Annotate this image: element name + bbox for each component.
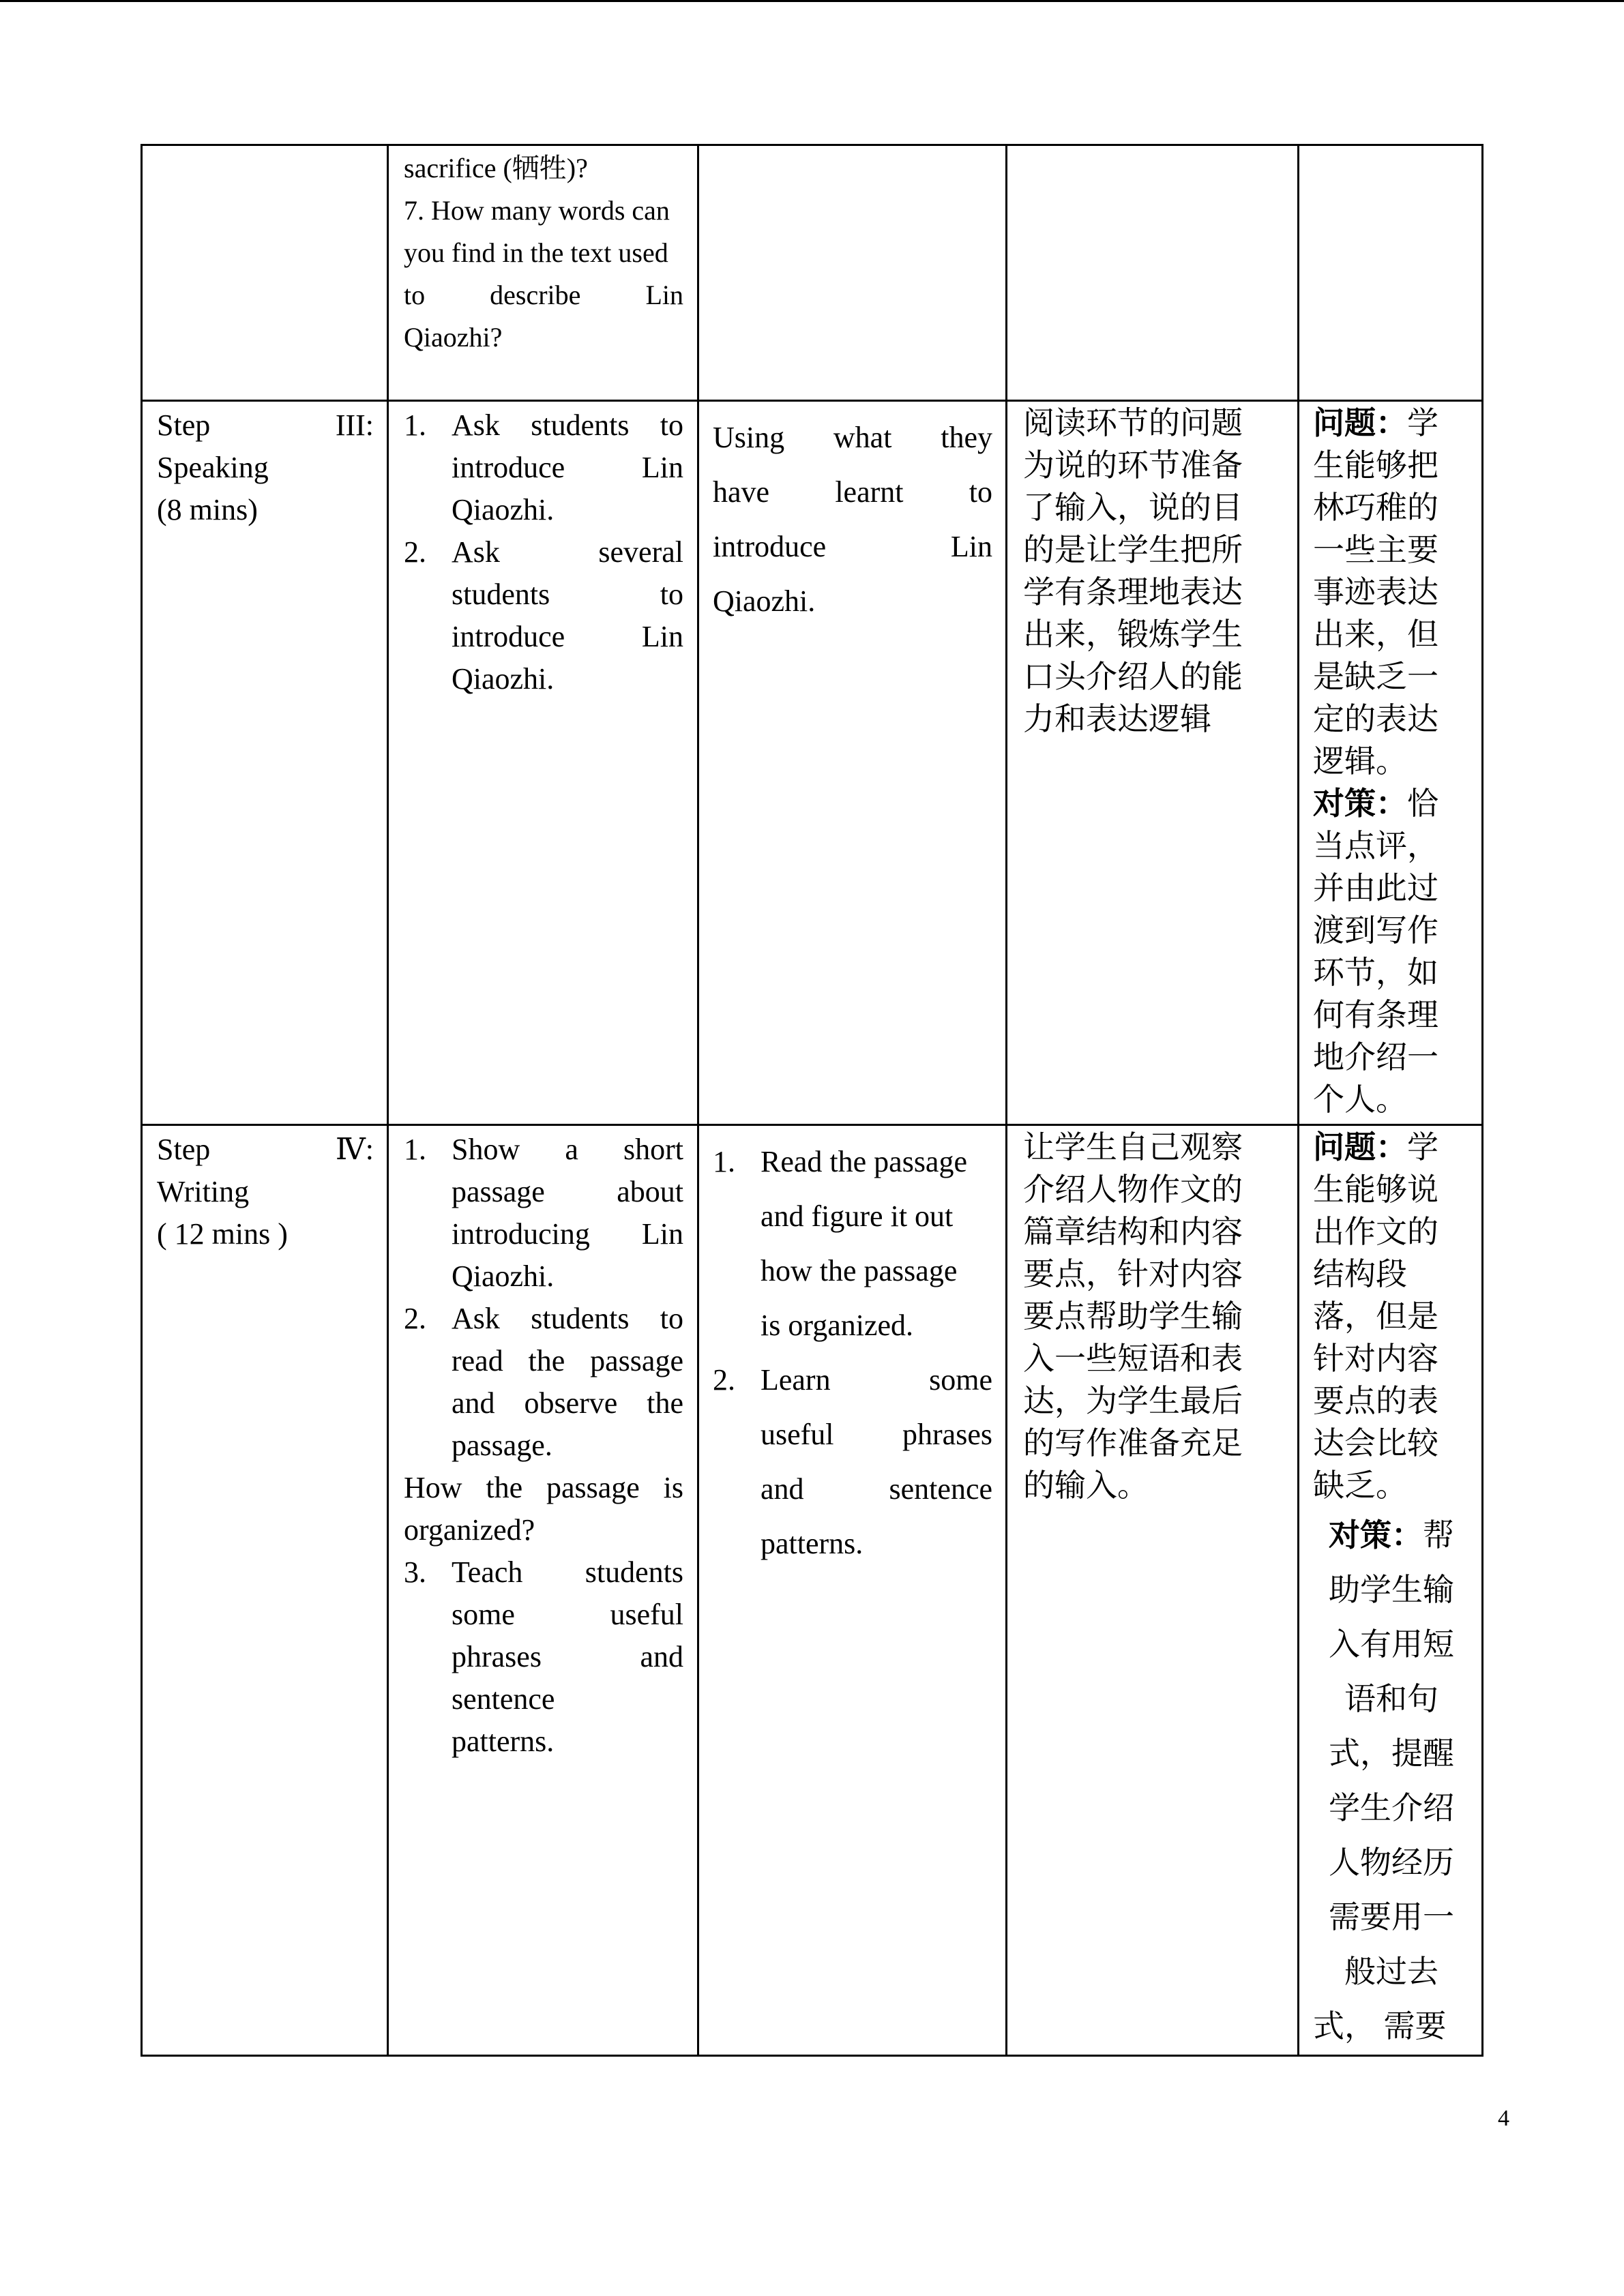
step-label: Step Ⅳ: [157, 1133, 374, 1166]
text-line: and observe the [452, 1386, 683, 1420]
text-line: 渡到写作 [1313, 913, 1438, 948]
text-line: you find in the text used [404, 237, 668, 268]
text-line: Qiaozhi. [452, 662, 555, 696]
writing-teacher-activity-cell [404, 1129, 683, 1763]
text-line: read the passage [452, 1344, 683, 1377]
text-line: Qiaozhi. [713, 584, 816, 618]
text-line: 对策：帮 [1329, 1518, 1454, 1553]
col-divider-3 [1005, 144, 1007, 2057]
list-item [404, 1551, 683, 1763]
text-line: 入一些短语和表 [1023, 1341, 1243, 1376]
text-line: 出来，但 [1313, 617, 1438, 652]
text-line: 语和句 [1344, 1682, 1438, 1716]
text-line: 为说的环节准备 [1023, 448, 1243, 483]
text-line: 的是让学生把所 [1023, 533, 1243, 567]
text-line: is organized. [761, 1309, 914, 1342]
text-line: Ask students to [452, 408, 683, 442]
text-line: 式， 需要 [1313, 2009, 1447, 2044]
page-top-border [0, 0, 1624, 2]
text-line: 口头介绍人的能 [1023, 659, 1243, 694]
writing-purpose-cell [1023, 1127, 1282, 1507]
col-divider-2 [697, 144, 699, 2057]
text-line: 出来，锻炼学生 [1023, 617, 1243, 652]
list-number: 1. [713, 1145, 735, 1178]
text-line: 篇章结构和内容 [1023, 1214, 1243, 1249]
row-divider-2 [141, 1124, 1483, 1126]
text-line: 一些主要 [1313, 533, 1438, 567]
text-line: 7. How many words can [404, 195, 670, 226]
list-number: 1. [404, 1133, 426, 1166]
text-line: 是缺乏一 [1313, 659, 1438, 694]
text-line: 学有条理地表达 [1023, 575, 1243, 610]
step-duration: (8 mins) [157, 493, 258, 526]
step-name: Writing [157, 1175, 250, 1208]
speaking-purpose-cell [1023, 402, 1282, 741]
list-number: 2. [404, 535, 426, 569]
text-line: 针对内容 [1313, 1341, 1438, 1376]
text-line: Ask students to [452, 1302, 683, 1335]
text-line: passage. [452, 1429, 552, 1462]
text-line: introduce Lin [452, 620, 683, 653]
text-line: 达会比较 [1313, 1426, 1438, 1461]
text-line: 个人。 [1313, 1082, 1407, 1117]
text-line: Teach students [452, 1555, 683, 1589]
step-duration: ( 12 mins ) [157, 1217, 288, 1251]
text-line: 出作文的 [1313, 1214, 1438, 1249]
text-line: 缺乏。 [1313, 1468, 1407, 1503]
text-line: patterns. [761, 1527, 863, 1560]
text-line: 要点，针对内容 [1023, 1257, 1243, 1292]
writing-student-activity-cell [713, 1135, 992, 1571]
text-line: 了输入，说的目 [1023, 490, 1243, 525]
text-line: 生能够说 [1313, 1172, 1438, 1207]
text-line: How the passage is [404, 1471, 683, 1504]
word: Lin [645, 280, 683, 310]
word: to [404, 280, 426, 310]
text-line: Ask several [452, 535, 683, 569]
list-item [404, 1129, 683, 1298]
table-left-rule [141, 144, 143, 2057]
text-line: Qiaozhi. [452, 1259, 555, 1293]
list-number: 2. [713, 1363, 735, 1397]
text-line: 地介绍一 [1313, 1040, 1438, 1075]
text-line: 式，提醒 [1329, 1736, 1454, 1771]
text-line: 达，为学生最后 [1023, 1384, 1243, 1418]
text-line: 的输入。 [1023, 1468, 1149, 1503]
problem-label: 问题： [1313, 1130, 1407, 1165]
text-line: passage about [452, 1175, 683, 1208]
table-bottom-rule [141, 2055, 1483, 2057]
page-number: 4 [1498, 2106, 1509, 2131]
text-line: 环节，如 [1313, 955, 1438, 990]
strategy-label: 对策： [1329, 1518, 1423, 1553]
text-line: useful phrases [761, 1418, 992, 1451]
text-line: 要点的表 [1313, 1384, 1438, 1418]
text-line: 般过去 [1344, 1954, 1438, 1989]
continuation-cell [404, 147, 683, 359]
row-divider-1 [141, 400, 1483, 402]
text-line: 阅读环节的问题 [1023, 406, 1243, 441]
speaking-student-activity-cell [713, 411, 992, 629]
text-line: sentence [452, 1682, 555, 1716]
text-line: sacrifice (牺牲)? [404, 153, 588, 183]
text-line: and sentence [761, 1472, 992, 1506]
text-line: have learnt to [713, 475, 992, 509]
text-line: 生能够把 [1313, 448, 1438, 483]
list-number: 3. [404, 1555, 426, 1589]
list-number: 1. [404, 408, 426, 442]
text-line: 让学生自己观察 [1023, 1130, 1243, 1165]
text-line: patterns. [452, 1725, 555, 1758]
text-line: phrases and [452, 1640, 683, 1673]
problem-label: 问题： [1313, 406, 1407, 441]
text-line: 助学生输 [1329, 1572, 1454, 1607]
text-line: organized? [404, 1513, 535, 1547]
text-line: Qiaozhi. [452, 493, 555, 526]
step-name: Speaking [157, 451, 269, 484]
text-line: 事迹表达 [1313, 575, 1438, 610]
text-line: and figure it out [761, 1199, 954, 1233]
text-line: 逻辑。 [1313, 744, 1407, 779]
text-line: 落，但是 [1313, 1299, 1438, 1334]
text-line: introduce Lin [452, 451, 683, 484]
text-line: 学生介绍 [1329, 1791, 1454, 1825]
table-right-rule [1481, 144, 1483, 2057]
text-line: 需要用一 [1329, 1900, 1454, 1935]
text-line: Using what they [713, 421, 992, 454]
list-item [404, 1298, 683, 1467]
col-divider-1 [387, 144, 389, 2057]
text-line: some useful [452, 1598, 683, 1631]
speaking-teacher-activity-cell [404, 404, 683, 700]
step-writing-cell [157, 1129, 374, 1255]
text-line: 何有条理 [1313, 998, 1438, 1032]
list-number: 2. [404, 1302, 426, 1335]
text-line: 介绍人物作文的 [1023, 1172, 1243, 1207]
text-line: Read the passage [761, 1145, 967, 1178]
text-line: 问题：学 [1313, 406, 1438, 441]
step-label: Step III: [157, 408, 374, 442]
table-top-rule [141, 144, 1483, 146]
text-line: 定的表达 [1313, 702, 1438, 736]
writing-reflection-cell [1313, 1127, 1470, 2054]
col-divider-4 [1297, 144, 1299, 2057]
list-item [713, 1353, 992, 1571]
strategy-label: 对策： [1313, 786, 1407, 821]
text-line: 力和表达逻辑 [1023, 702, 1211, 736]
text-line: Show a short [452, 1133, 683, 1166]
text-line [404, 274, 683, 316]
list-item [713, 1135, 992, 1353]
step-speaking-cell [157, 404, 374, 531]
text-line: 当点评， [1313, 829, 1438, 863]
text-line: 结构段 [1313, 1257, 1407, 1292]
text-line: 的写作准备充足 [1023, 1426, 1243, 1461]
text-line: 要点帮助学生输 [1023, 1299, 1243, 1334]
text-line: 人物经历 [1329, 1845, 1454, 1880]
word: describe [490, 280, 581, 310]
text-line: introduce Lin [713, 530, 992, 563]
text-line: 林巧稚的 [1313, 490, 1438, 525]
text-line: how the passage [761, 1254, 958, 1287]
text-line: students to [452, 578, 683, 611]
list-item [404, 531, 683, 700]
text-line: 问题：学 [1313, 1130, 1438, 1165]
text-line: 并由此过 [1313, 871, 1438, 906]
list-item [404, 404, 683, 531]
text-line: 对策：恰 [1313, 786, 1438, 821]
text-line: 入有用短 [1329, 1627, 1454, 1662]
text-line: introducing Lin [452, 1217, 683, 1251]
text-line: Learn some [761, 1363, 992, 1397]
strategy-block [1313, 1508, 1470, 2054]
text-line: Qiaozhi? [404, 322, 503, 353]
speaking-reflection-cell [1313, 402, 1470, 1121]
